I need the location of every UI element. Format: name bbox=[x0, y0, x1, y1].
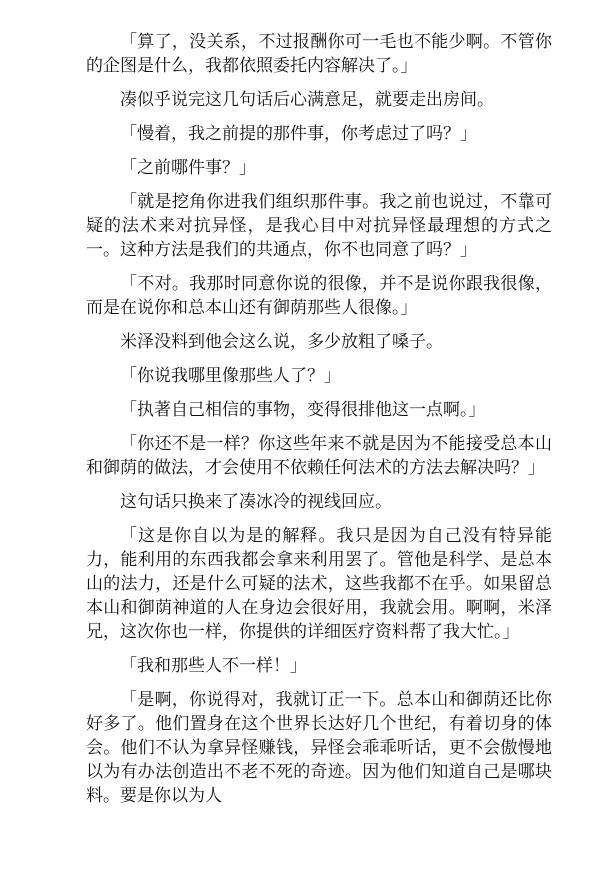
paragraph-10: 「你还不是一样？你这些年来不就是因为不能接受总本山和御荫的做法，才会使用不依赖任何法术的方法去解决吗？」 bbox=[86, 434, 552, 478]
paragraph-12: 「这是你自以为是的解释。我只是因为自己没有特异能力，能利用的东西我都会拿来利用罢了。管他是科学、是总本山的法力，还是什么可疑的法术，这些我都不在乎。如果留总本山和御荫神道的人在身边会很好用，我就会用。啊啊，米泽兄，这次你也一样，你提供的详细医疗资料帮了我大忙。」 bbox=[86, 526, 552, 642]
paragraph-6: 「不对。我那时同意你说的很像，并不是说你跟我很像，而是在说你和总本山还有御荫那些人很像。」 bbox=[86, 274, 552, 318]
paragraph-9: 「执著自己相信的事物，变得很排他这一点啊。」 bbox=[120, 400, 486, 420]
paragraph-3: 「慢着，我之前提的那件事，你考虑过了吗？」 bbox=[120, 124, 477, 144]
paragraph-4: 「之前哪件事？」 bbox=[120, 158, 256, 178]
paragraph-14: 「是啊，你说得对，我就订正一下。总本山和御荫还比你好多了。他们置身在这个世界长达好几个世纪，有着切身的体会。他们不认为拿异怪赚钱，异怪会乖乖听话，更不会傲慢地以为有办法创造出不老不死的奇迹。因为他们知道自己是哪块料。要是你以为人 bbox=[86, 690, 552, 806]
paragraph-8: 「你说我哪里像那些人了？」 bbox=[120, 366, 341, 386]
paragraph-1: 「算了，没关系，不过报酬你可一毛也不能少啊。不管你的企图是什么，我都依照委托内容解决了。」 bbox=[86, 32, 552, 76]
body-text bbox=[86, 30, 552, 818]
paragraph-13: 「我和那些人不一样！」 bbox=[120, 656, 307, 676]
paragraph-11: 这句话只换来了凑冰冷的视线回应。 bbox=[120, 492, 392, 512]
paragraph-2: 凑似乎说完这几句话后心满意足，就要走出房间。 bbox=[120, 90, 494, 110]
paragraph-7: 米泽没料到他会这么说，多少放粗了嗓子。 bbox=[120, 332, 443, 352]
paragraph-5: 「就是挖角你进我们组织那件事。我之前也说过，不靠可疑的法术来对抗异怪，是我心目中对抗异怪最理想的方式之一。这种方法是我们的共通点，你不也同意了吗？」 bbox=[86, 192, 552, 260]
